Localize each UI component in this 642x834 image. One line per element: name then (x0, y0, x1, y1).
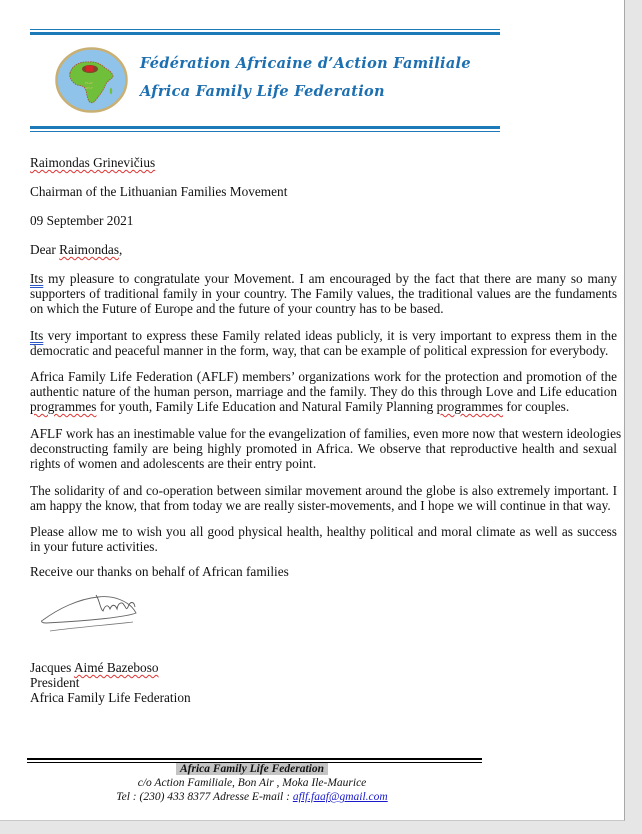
paragraph-6 (30, 524, 617, 554)
paragraph-line (30, 328, 617, 343)
line-text: for youth, Family Life Education and Natural Family Planning (96, 399, 437, 414)
paragraph-line: am happy the know, that from today we are really sister-movements, and I hope we will continue in that way. (30, 498, 611, 513)
paragraph-line: supporters of traditional family in your country. The Family values, the traditional values are the fundaments (30, 286, 617, 301)
footer-email-link[interactable]: aflf.faaf@gmail.com (292, 791, 388, 803)
paragraph-line (30, 271, 617, 286)
salutation-name: Raimondas (59, 242, 120, 257)
paragraph-line: democratic and peaceful manner in the form, way, that can be example of political expression for everybody. (30, 343, 609, 358)
paragraph-line: Please allow me to wish you all good physical health, healthy political and moral climate as well as success (30, 524, 617, 539)
svg-text:FAAF: FAAF (85, 81, 93, 85)
svg-text:AFLF: AFLF (85, 86, 93, 90)
signatory-organization: Africa Family Life Federation (30, 690, 191, 705)
header-rule-top-thin (30, 29, 500, 30)
signatory-name (30, 660, 159, 676)
recipient-name-text: Raimondas Grinevičius (30, 155, 156, 170)
footer-org (0, 763, 564, 775)
footer-contact (0, 791, 564, 803)
line-text: very important to express these Family related ideas publicly, it is very important to express them in the (43, 328, 617, 343)
handwritten-signature-icon (38, 587, 158, 637)
paragraph-line: deconstructing family are being highly promoted in Africa. We observe that reproductive health and sexual (30, 441, 617, 456)
footer-phone: Tel : (230) 433 8377 Adresse E-mail : (116, 791, 293, 803)
salutation (30, 242, 122, 258)
footer-address: c/o Action Familiale, Bon Air , Moka Ile-Maurice (137, 777, 367, 789)
paragraph-line: AFLF work has an inestimable value for the evangelization of families, even more now that western ideologies (30, 426, 622, 441)
footer-org-highlighted: Africa Family Life Federation (176, 763, 328, 775)
paragraph-line: rights of women and adolescents are their entry point. (30, 456, 317, 471)
spelling-flagged-word: programmes (436, 399, 504, 414)
header-rule-top-thick (30, 32, 500, 35)
paragraph-line: authentic nature of the human person, marriage and the family. They do this through Love and Life education (30, 384, 617, 399)
grammar-flagged-word: Its (30, 328, 44, 343)
paragraph-line: on which the Future of Europe and the future of your country has to be based. (30, 301, 444, 316)
paragraph-line: Africa Family Life Federation (AFLF) members’ organizations work for the protection and promotion of the (30, 369, 617, 384)
spelling-flagged-word: programmes (30, 399, 97, 414)
paragraph-4 (30, 426, 622, 471)
org-title-french: Fédération Africaine d’Action Familiale (140, 55, 471, 72)
paragraph-line: in your future activities. (30, 539, 158, 554)
line-text: for couples. (503, 399, 570, 414)
recipient-title: Chairman of the Lithuanian Families Movement (30, 184, 288, 199)
closing-line: Receive our thanks on behalf of African families (30, 564, 289, 579)
recipient-name (30, 155, 155, 171)
africa-map-logo-icon (55, 47, 128, 113)
signatory-role: President (30, 675, 80, 690)
paragraph-line (30, 399, 617, 414)
letter-date: 09 September 2021 (30, 213, 134, 228)
header-rule-bottom-thin (30, 131, 500, 132)
paragraph-line: The solidarity of and co-operation between similar movement around the globe is also extremely important. I (30, 483, 617, 498)
paragraph-1 (30, 271, 617, 316)
salutation-prefix: Dear (30, 242, 60, 257)
paragraph-5 (30, 483, 617, 513)
grammar-flagged-word: Its (30, 271, 44, 286)
header-rule-bottom-thick (30, 126, 500, 129)
paragraph-2 (30, 328, 617, 358)
signatory-first-name: Jacques (30, 660, 74, 675)
org-title-english: Africa Family Life Federation (140, 83, 385, 100)
line-text: my pleasure to congratulate your Movement. I am encouraged by the fact that there are many so many (43, 271, 617, 286)
signatory-surname: Aimé Bazeboso (73, 660, 159, 675)
salutation-suffix: , (119, 242, 123, 257)
paragraph-3 (30, 369, 617, 414)
footer-rule-thick (27, 758, 482, 760)
